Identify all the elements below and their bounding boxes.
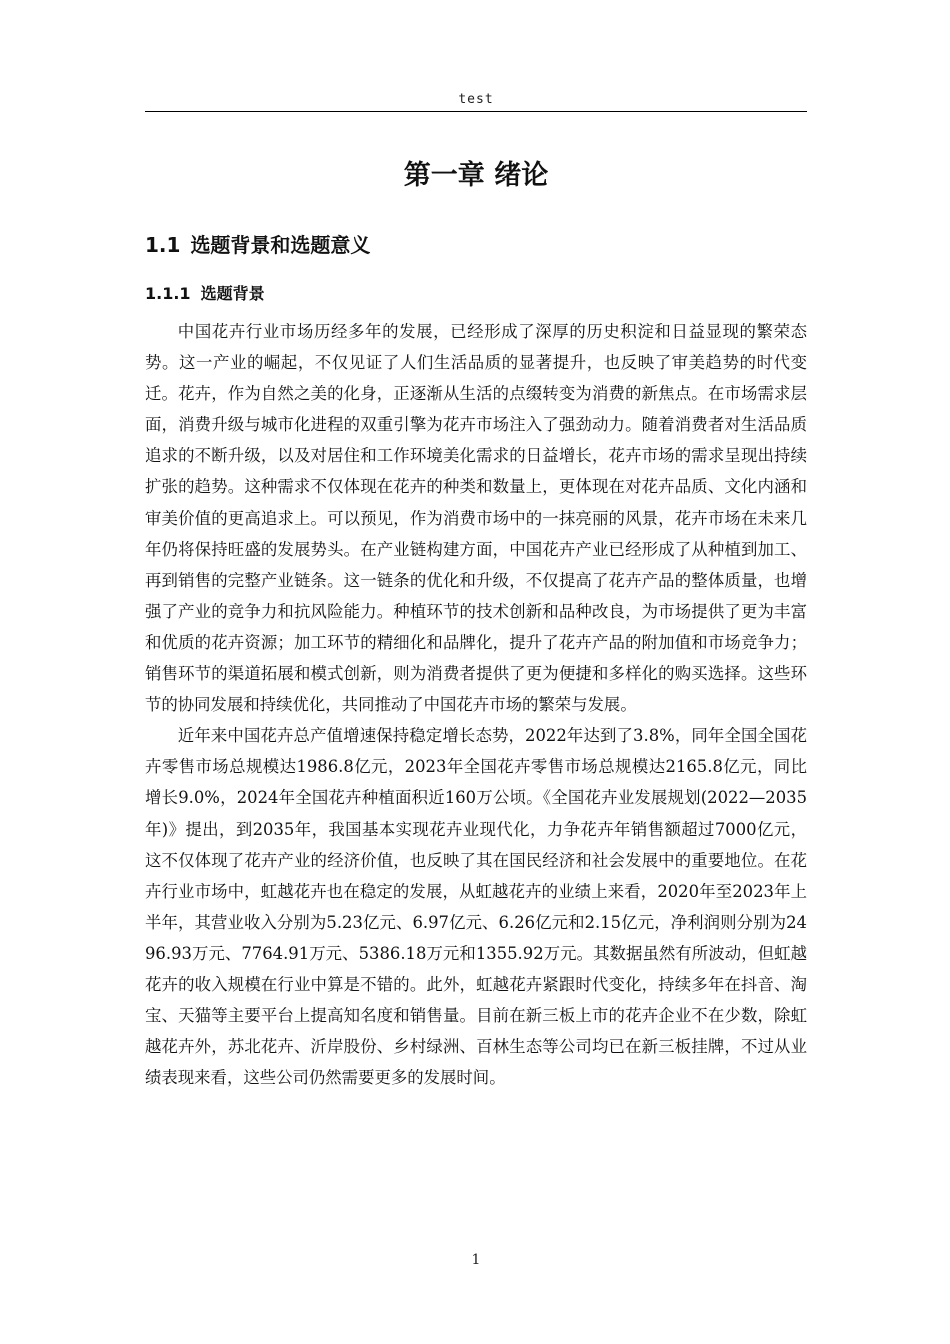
- chapter-title: 第一章 绪论: [403, 160, 549, 191]
- page-number: 1: [471, 1252, 481, 1268]
- section-number: 1.1: [145, 233, 181, 257]
- running-header: test: [458, 92, 494, 107]
- section-heading: [145, 229, 370, 261]
- subsection-title: 选题背景: [200, 284, 265, 303]
- subsection-number: 1.1.1: [145, 284, 191, 303]
- paragraph: 近年来中国花卉总产值增速保持稳定增长态势，2022年达到了3.8%，同年全国全国花卉零售市场总规模达1986.8亿元，2023年全国花卉零售市场总规模达2165.8亿元，同比增长9.0%，2024年全国花卉种植面积近160万公顷。《全国花卉业发展规划(2022—2035年)》提出，到2035年，我国基本实现花卉业现代化，力争花卉年销售额超过7000亿元，这不仅体现了花卉产业的经济价值，也反映了其在国民经济和社会发展中的重要地位。在花卉行业市场中，虹越花卉也在稳定的发展，从虹越花卉的业绩上来看，2020年至2023年上半年，其营业收入分别为5.23亿元、6.97亿元、6.26亿元和2.15亿元，净利润则分别为2496.93万元、7764.91万元、5386.18万元和1355.92万元。其数据虽然有所波动，但虹越花卉的收入规模在行业中算是不错的。此外，虹越花卉紧跟时代变化，持续多年在抖音、淘宝、天猫等主要平台上提高知名度和销售量。目前在新三板上市的花卉企业不在少数，除虹越花卉外，苏北花卉、沂岸股份、乡村绿洲、百林生态等公司均已在新三板挂牌，不过从业绩表现来看，这些公司仍然需要更多的发展时间。: [145, 726, 807, 1088]
- body-text: [145, 316, 807, 1093]
- subsection-heading: [145, 280, 265, 308]
- header-rule: [145, 111, 807, 112]
- paragraph: 中国花卉行业市场历经多年的发展，已经形成了深厚的历史积淀和日益显现的繁荣态势。这一产业的崛起，不仅见证了人们生活品质的显著提升，也反映了审美趋势的时代变迁。花卉，作为自然之美的化身，正逐渐从生活的点缀转变为消费的新焦点。在市场需求层面，消费升级与城市化进程的双重引擎为花卉市场注入了强劲动力。随着消费者对生活品质追求的不断升级，以及对居住和工作环境美化需求的日益增长，花卉市场的需求呈现出持续扩张的趋势。这种需求不仅体现在花卉的种类和数量上，更体现在对花卉品质、文化内涵和审美价值的更高追求上。可以预见，作为消费市场中的一抹亮丽的风景，花卉市场在未来几年仍将保持旺盛的发展势头。在产业链构建方面，中国花卉产业已经形成了从种植到加工、再到销售的完整产业链条。这一链条的优化和升级，不仅提高了花卉产品的整体质量，也增强了产业的竞争力和抗风险能力。种植环节的技术创新和品种改良，为市场提供了更为丰富和优质的花卉资源；加工环节的精细化和品牌化，提升了花卉产品的附加值和市场竞争力；销售环节的渠道拓展和模式创新，则为消费者提供了更为便捷和多样化的购买选择。这些环节的协同发展和持续优化，共同推动了中国花卉市场的繁荣与发展。: [145, 322, 807, 715]
- section-title: 选题背景和选题意义: [190, 233, 371, 257]
